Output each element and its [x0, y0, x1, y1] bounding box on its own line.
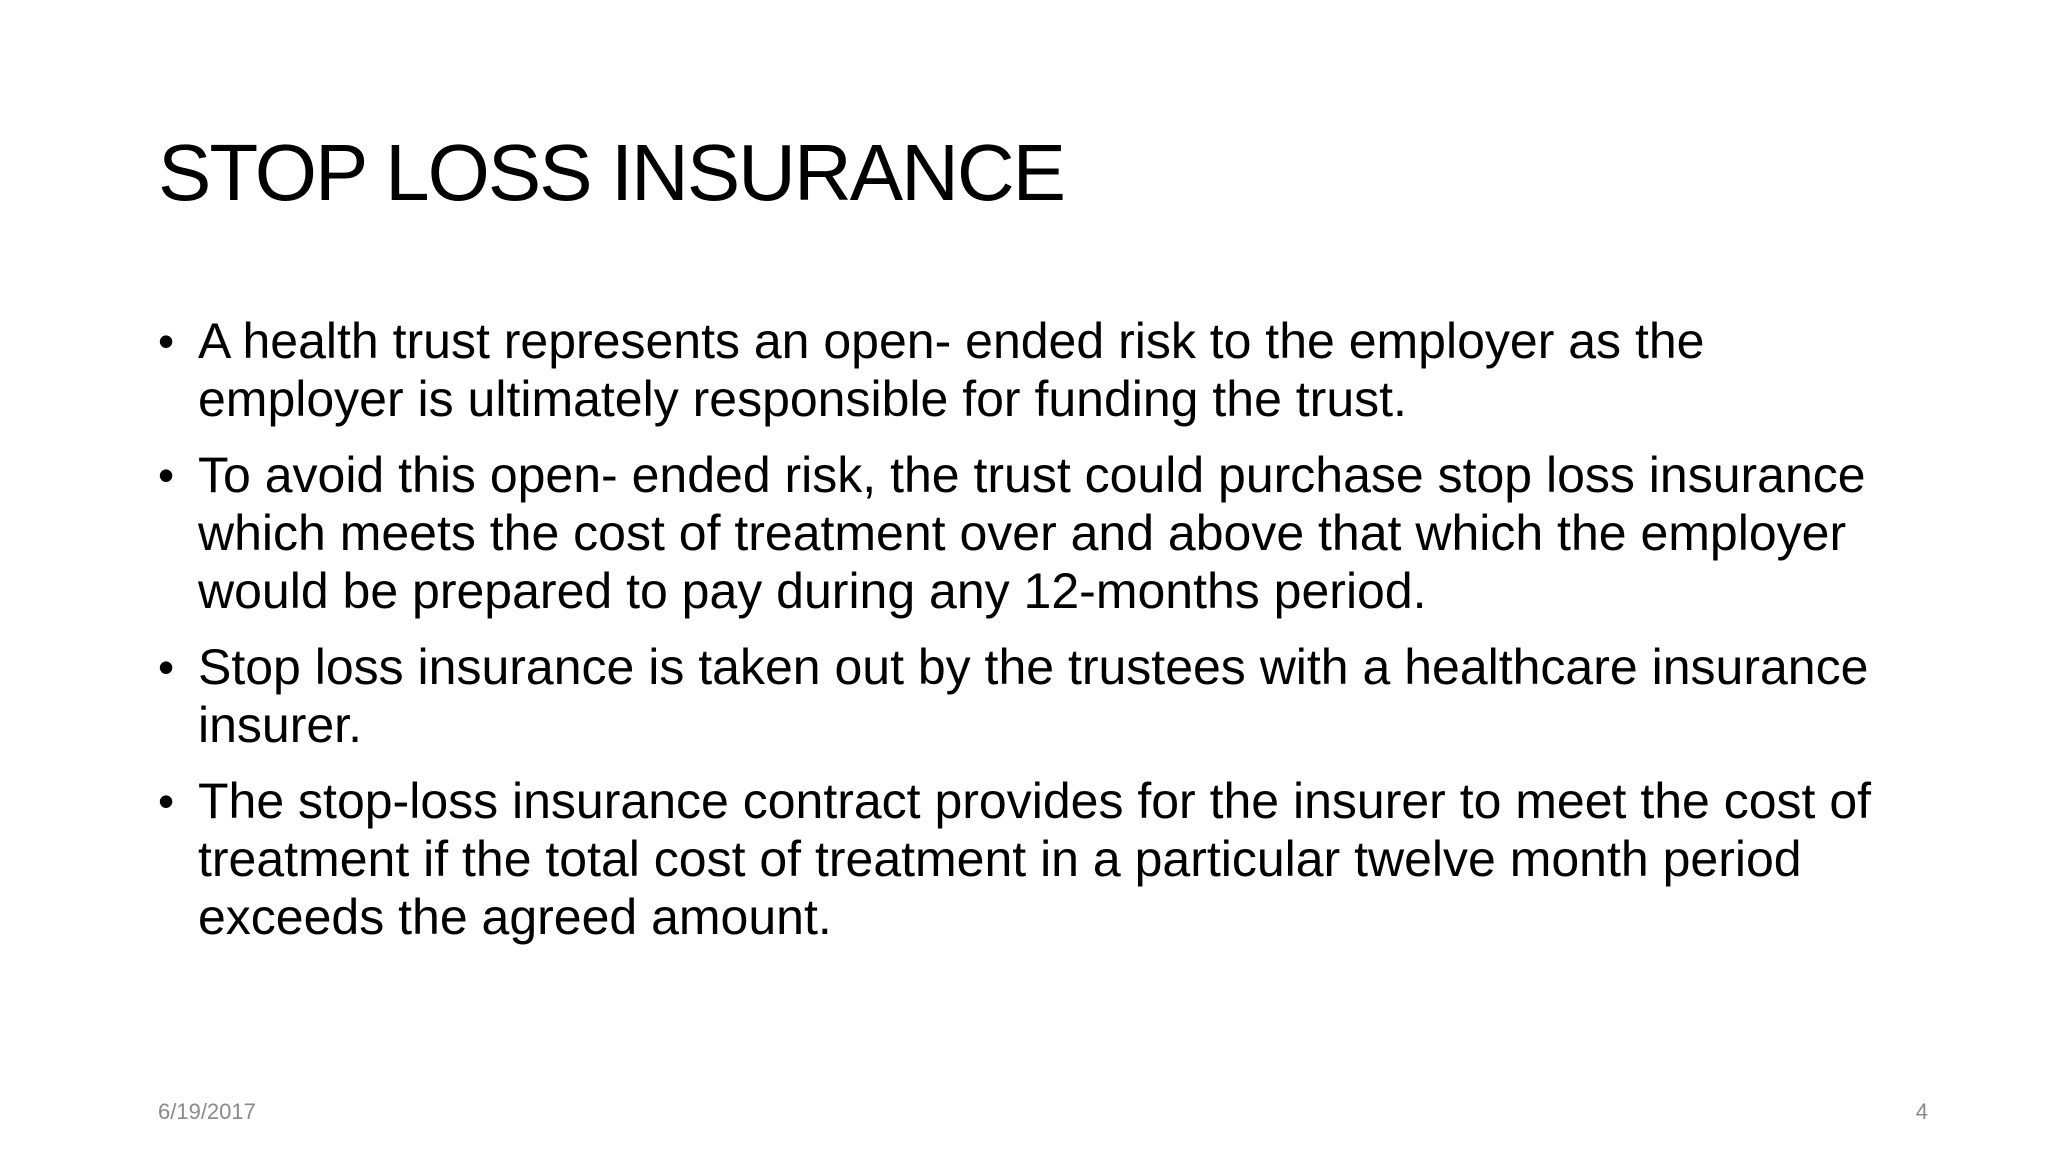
bullet-item — [158, 772, 1898, 946]
footer-page-number: 4 — [1915, 1099, 1928, 1124]
bullet-list — [158, 312, 1898, 964]
bullet-item — [158, 446, 1898, 620]
footer-date: 6/19/2017 — [158, 1099, 256, 1124]
bullet-text: Stop loss insurance is taken out by the trustees with a healthcare insurance insurer. — [198, 639, 1869, 753]
bullet-icon: • — [158, 315, 175, 367]
bullet-text: The stop-loss insurance contract provides for the insurer to meet the cost of treatment if the total cost of treatment in a particular twelve month period exceeds the agreed amount. — [198, 773, 1872, 945]
bullet-text: To avoid this open- ended risk, the trust could purchase stop loss insurance which meets the cost of treatment over and above that which the employer would be prepared to pay during any 12-months period. — [198, 447, 1866, 619]
slide-title: STOP LOSS INSURANCE — [158, 128, 1064, 217]
bullet-item — [158, 312, 1898, 428]
bullet-item — [158, 638, 1898, 754]
bullet-icon: • — [158, 641, 175, 693]
bullet-text: A health trust represents an open- ended risk to the employer as the employer is ultimately responsible for funding the trust. — [198, 313, 1705, 427]
bullet-icon: • — [158, 449, 175, 501]
bullet-icon: • — [158, 775, 175, 827]
